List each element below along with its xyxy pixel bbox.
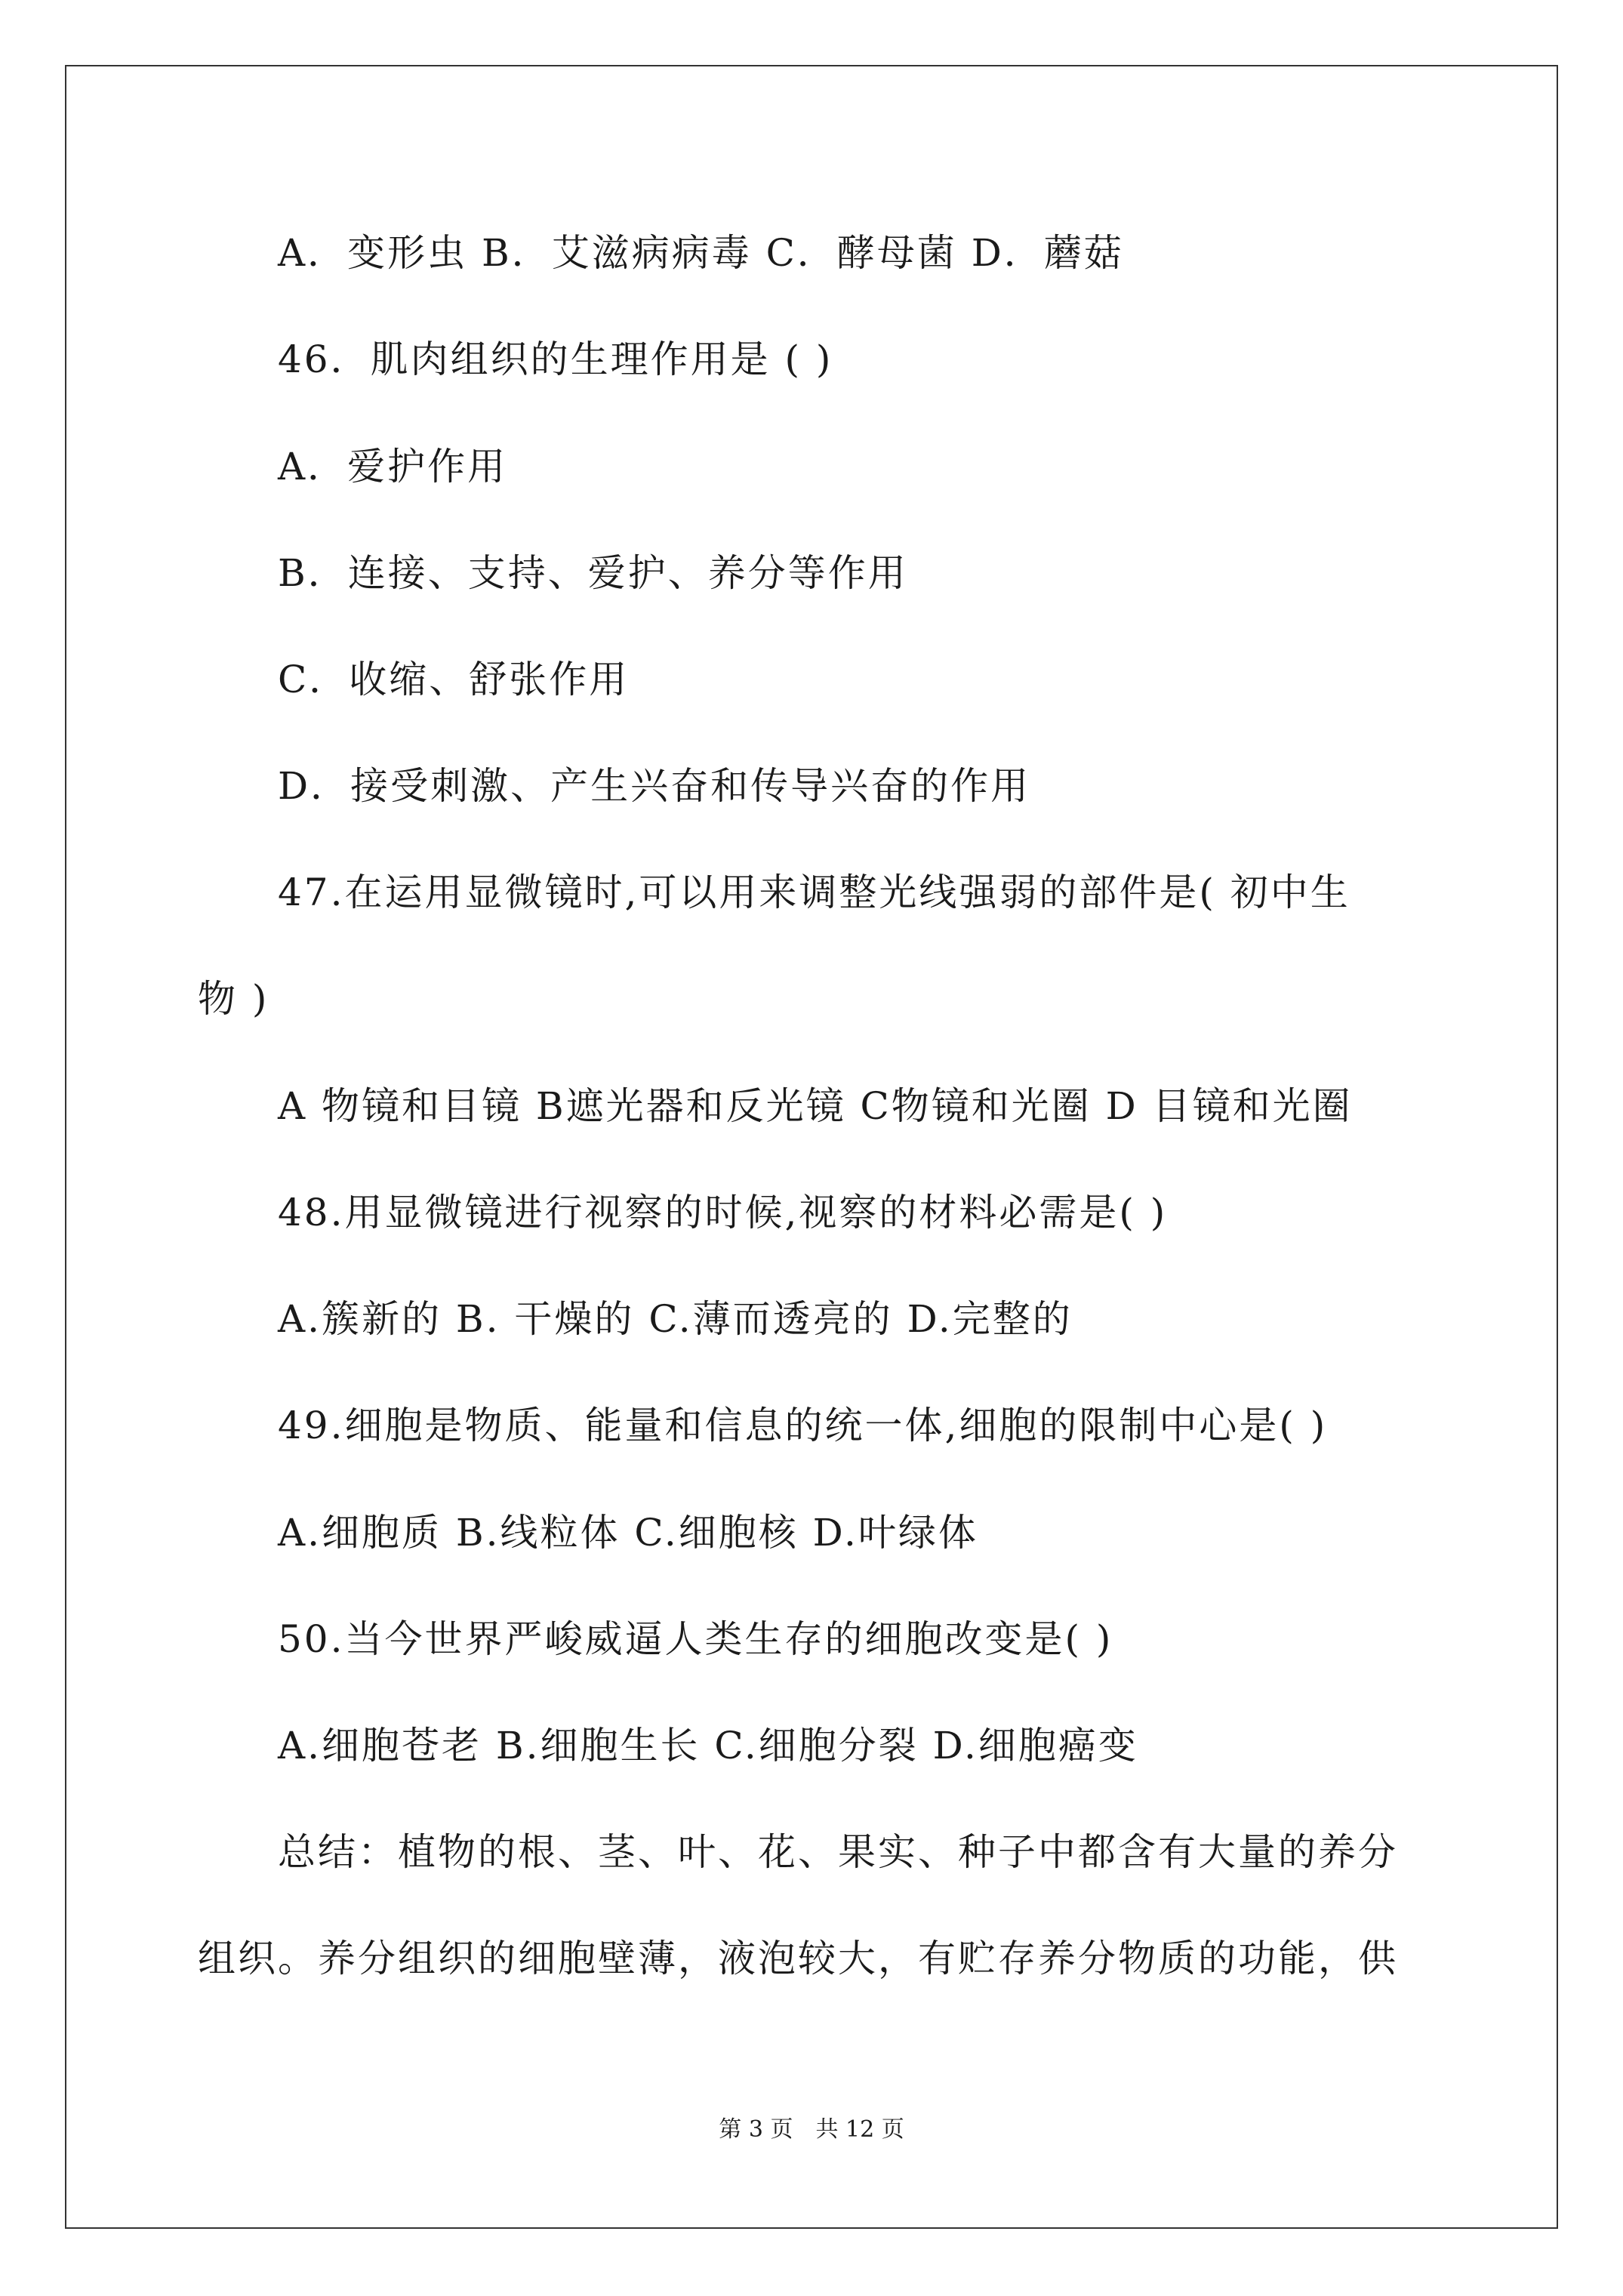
- question-47: 47.在运用显微镜时,可以用来调整光线强弱的部件是( 初中生: [278, 871, 1350, 914]
- option-46-a: A．爱护作用: [278, 445, 508, 488]
- options-49: A.细胞质 B.线粒体 C.细胞核 D.叶绿体: [278, 1511, 978, 1555]
- question-47-continued: 物 ): [198, 977, 269, 1021]
- question-46: 46．肌肉组织的生理作用是 ( ): [278, 337, 833, 381]
- options-48: A.簇新的 B. 干燥的 C.薄而透亮的 D.完整的: [278, 1297, 1073, 1341]
- question-50: 50.当今世界严峻威逼人类生存的细胞改变是( ): [278, 1617, 1113, 1661]
- summary-paragraph-line-1: 总结：植物的根、茎、叶、花、果实、种子中都含有大量的养分: [278, 1830, 1398, 1874]
- page-border: [65, 65, 1558, 2229]
- option-line-45: A．变形虫 B．艾滋病病毒 C．酵母菌 D．蘑菇: [278, 231, 1124, 275]
- option-46-b: B．连接、支持、爱护、养分等作用: [278, 551, 908, 595]
- page-footer: 第 3 页 共 12 页: [719, 2116, 904, 2143]
- question-49: 49.细胞是物质、能量和信息的统一体,细胞的限制中心是( ): [278, 1404, 1328, 1447]
- option-46-c: C．收缩、舒张作用: [278, 658, 630, 701]
- question-48: 48.用显微镜进行视察的时候,视察的材料必需是( ): [278, 1191, 1168, 1234]
- summary-paragraph-line-2: 组织。养分组织的细胞壁薄，液泡较大，有贮存养分物质的功能，供: [198, 1937, 1398, 1980]
- options-50: A.细胞苍老 B.细胞生长 C.细胞分裂 D.细胞癌变: [278, 1724, 1138, 1767]
- option-46-d: D．接受刺激、产生兴奋和传导兴奋的作用: [278, 764, 1031, 808]
- options-47: A 物镜和目镜 B遮光器和反光镜 C物镜和光圈 D 目镜和光圈: [278, 1084, 1353, 1128]
